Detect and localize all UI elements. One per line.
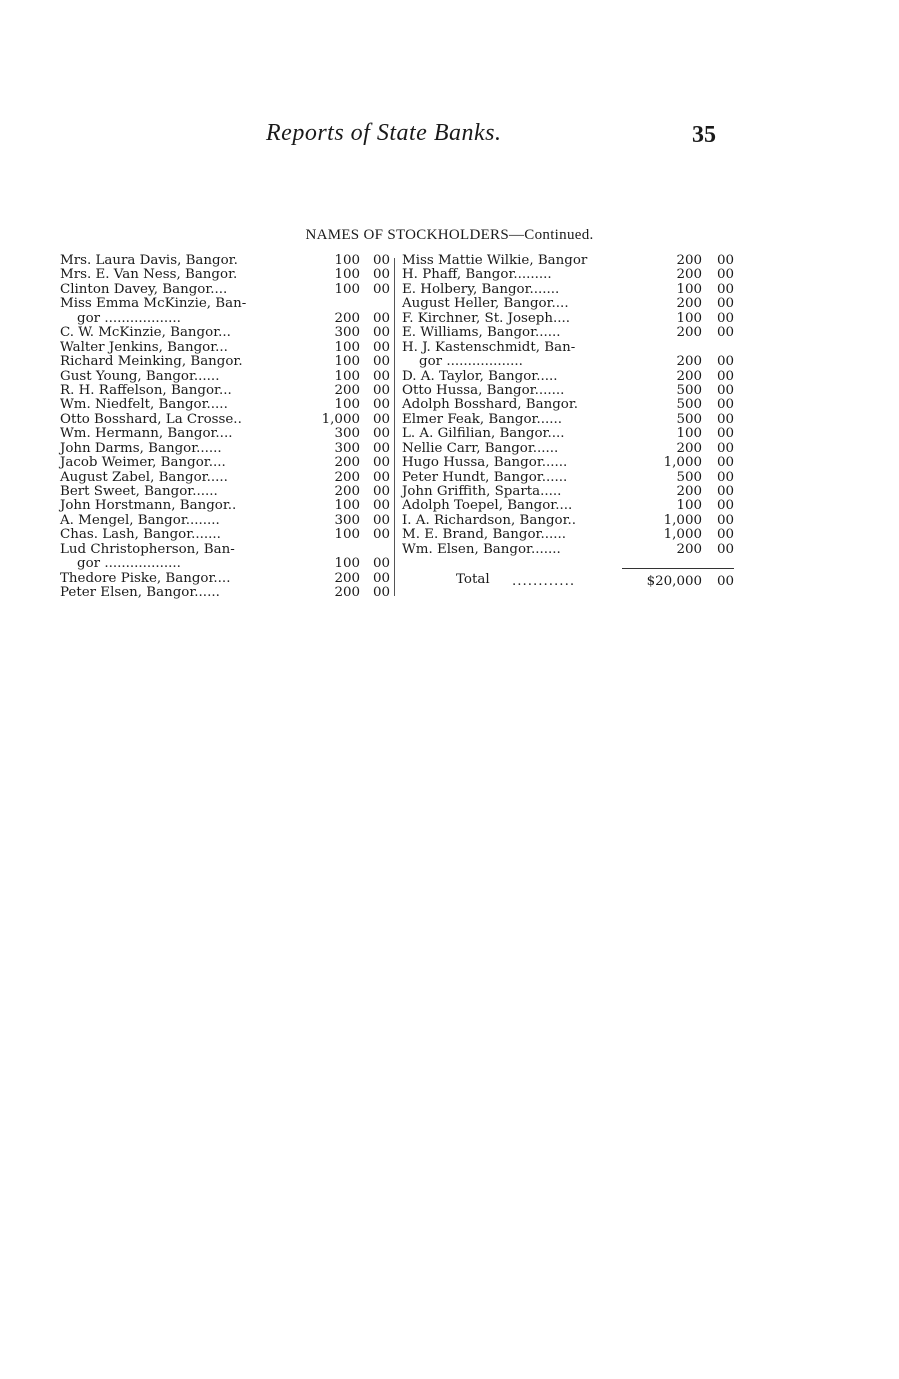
stockholder-name: John Horstmann, Bangor.. <box>60 498 237 514</box>
stockholder-name: H. Phaff, Bangor......... <box>402 267 552 283</box>
total-rule <box>622 568 734 569</box>
stockholder-amount: 200 <box>334 570 360 586</box>
stockholder-row <box>60 370 390 384</box>
stockholder-cents: 00 <box>372 585 390 601</box>
stockholder-row <box>402 413 734 427</box>
total-leader-dots: ............ <box>512 574 576 589</box>
stockholder-name: Mrs. Laura Davis, Bangor. <box>60 253 238 268</box>
stockholder-amount: 200 <box>334 484 360 499</box>
stockholder-amount: 100 <box>334 527 360 543</box>
stockholder-cents: 00 <box>716 469 734 485</box>
running-title: Reports of State Banks. <box>266 120 502 146</box>
stockholder-name: E. Williams, Bangor...... <box>402 325 561 341</box>
stockholder-cents: 00 <box>716 325 734 341</box>
stockholder-name: I. A. Richardson, Bangor.. <box>402 512 577 528</box>
stockholder-row <box>60 341 390 355</box>
stockholder-amount: 200 <box>676 484 702 499</box>
stockholder-amount: 100 <box>334 397 360 413</box>
stockholder-amount: 300 <box>334 426 360 442</box>
stockholder-name: Gust Young, Bangor...... <box>60 368 220 384</box>
stockholder-name: Peter Elsen, Bangor...... <box>60 585 220 601</box>
stockholder-row <box>60 557 390 571</box>
stockholder-cents: 00 <box>716 512 734 528</box>
stockholder-name: Thedore Piske, Bangor.... <box>60 570 231 586</box>
stockholder-name: C. W. McKinzie, Bangor... <box>60 325 231 341</box>
stockholder-cents: 00 <box>372 382 390 398</box>
stockholder-name: Richard Meinking, Bangor. <box>60 354 243 370</box>
stockholder-amount: 100 <box>334 267 360 283</box>
stockholder-cents: 00 <box>716 382 734 398</box>
stockholder-cents: 00 <box>372 527 390 543</box>
stockholder-cents: 00 <box>716 455 734 471</box>
stockholder-name: D. A. Taylor, Bangor..... <box>402 368 558 384</box>
stockholder-cents: 00 <box>716 498 734 514</box>
stockholder-cents: 00 <box>716 354 734 370</box>
stockholder-amount: 200 <box>676 354 702 370</box>
stockholder-cents: 00 <box>372 368 390 384</box>
stockholder-cents: 00 <box>716 267 734 283</box>
stockholder-cents: 00 <box>716 253 734 268</box>
stockholder-cents: 00 <box>372 484 390 499</box>
stockholder-amount: 100 <box>334 339 360 355</box>
stockholder-row <box>402 384 734 398</box>
stockholder-row <box>402 370 734 384</box>
stockholder-cents: 00 <box>716 281 734 297</box>
stockholder-row <box>402 326 734 340</box>
stockholder-cents: 00 <box>716 411 734 427</box>
stockholder-amount: 100 <box>334 368 360 384</box>
stockholder-name: Walter Jenkins, Bangor... <box>60 339 228 355</box>
stockholder-cents: 00 <box>372 325 390 341</box>
stockholder-name: Otto Bosshard, La Crosse.. <box>60 411 242 427</box>
stockholder-row <box>60 456 390 470</box>
stockholder-row <box>60 283 390 297</box>
stockholder-row <box>402 543 734 557</box>
stockholder-row <box>402 283 734 297</box>
stockholder-amount: 200 <box>676 541 702 557</box>
stockholder-name: Bert Sweet, Bangor...... <box>60 484 218 499</box>
stockholder-amount: 300 <box>334 325 360 341</box>
stockholders-column-right <box>402 254 734 557</box>
stockholder-row <box>402 456 734 470</box>
stockholder-row <box>60 499 390 513</box>
stockholder-name: Adolph Bosshard, Bangor. <box>402 397 579 413</box>
stockholder-cents: 00 <box>372 498 390 514</box>
stockholder-cents: 00 <box>372 556 390 572</box>
stockholder-cents: 00 <box>372 469 390 485</box>
stockholder-name: John Griffith, Sparta..... <box>402 484 562 499</box>
stockholder-cents: 00 <box>372 310 390 326</box>
stockholder-row <box>402 485 734 499</box>
stockholder-cents: 00 <box>372 267 390 283</box>
stockholder-amount: 100 <box>334 281 360 297</box>
stockholder-amount: 500 <box>676 469 702 485</box>
stockholder-name: L. A. Gilfilian, Bangor.... <box>402 426 565 442</box>
stockholder-row <box>60 514 390 528</box>
stockholder-name: Miss Mattie Wilkie, Bangor <box>402 253 588 268</box>
stockholder-name: Hugo Hussa, Bangor...... <box>402 455 568 471</box>
stockholder-name: Clinton Davey, Bangor.... <box>60 281 228 297</box>
stockholder-amount: 200 <box>676 440 702 456</box>
stockholder-cents: 00 <box>716 484 734 499</box>
stockholder-cents: 00 <box>716 296 734 312</box>
stockholder-name: A. Mengel, Bangor........ <box>60 512 220 528</box>
stockholder-amount: 200 <box>334 382 360 398</box>
stockholder-row <box>60 427 390 441</box>
stockholder-amount: 500 <box>676 397 702 413</box>
stockholder-name: Chas. Lash, Bangor....... <box>60 527 221 543</box>
stockholder-row <box>60 442 390 456</box>
stockholder-name: gor .................. <box>402 354 523 370</box>
stockholder-amount: 200 <box>334 585 360 601</box>
stockholder-amount: 1,000 <box>663 512 702 528</box>
stockholder-cents: 00 <box>716 440 734 456</box>
stockholder-amount: 200 <box>676 253 702 268</box>
stockholder-row <box>402 499 734 513</box>
stockholder-row <box>60 384 390 398</box>
total-row <box>402 572 734 590</box>
stockholder-row <box>402 341 734 355</box>
section-heading <box>0 227 899 244</box>
stockholder-amount: 300 <box>334 440 360 456</box>
stockholder-name: E. Holbery, Bangor....... <box>402 281 560 297</box>
stockholder-amount: 200 <box>676 368 702 384</box>
stockholder-row <box>60 413 390 427</box>
total-label: Total <box>456 572 490 587</box>
stockholder-name: Jacob Weimer, Bangor.... <box>60 455 226 471</box>
stockholder-name: Nellie Carr, Bangor...... <box>402 440 559 456</box>
stockholder-row <box>60 471 390 485</box>
stockholder-cents: 00 <box>716 310 734 326</box>
stockholder-row <box>402 297 734 311</box>
stockholder-cents: 00 <box>716 426 734 442</box>
stockholder-name: gor .................. <box>60 310 181 326</box>
page-number: 35 <box>692 122 716 148</box>
stockholder-row <box>60 572 390 586</box>
stockholder-cents: 00 <box>372 354 390 370</box>
stockholder-name: F. Kirchner, St. Joseph.... <box>402 310 571 326</box>
stockholder-row <box>60 543 390 557</box>
stockholder-cents: 00 <box>716 541 734 557</box>
stockholder-cents: 00 <box>372 281 390 297</box>
stockholder-name: H. J. Kastenschmidt, Ban- <box>402 339 576 355</box>
stockholder-row <box>60 398 390 412</box>
stockholder-cents: 00 <box>372 411 390 427</box>
stockholder-row <box>60 586 390 600</box>
stockholder-row <box>60 312 390 326</box>
stockholder-amount: 200 <box>676 267 702 283</box>
stockholder-cents: 00 <box>372 426 390 442</box>
stockholder-name: R. H. Raffelson, Bangor... <box>60 382 232 398</box>
stockholder-cents: 00 <box>372 339 390 355</box>
stockholder-name: Elmer Feak, Bangor...... <box>402 411 562 427</box>
stockholder-name: gor .................. <box>60 556 181 572</box>
stockholder-cents: 00 <box>372 455 390 471</box>
total-amount: $20,000 <box>646 574 702 589</box>
stockholder-amount: 1,000 <box>663 527 702 543</box>
stockholder-name: August Heller, Bangor.... <box>402 296 569 312</box>
stockholder-cents: 00 <box>372 570 390 586</box>
stockholder-cents: 00 <box>716 397 734 413</box>
stockholder-name: Wm. Hermann, Bangor.... <box>60 426 233 442</box>
stockholder-cents: 00 <box>372 397 390 413</box>
stockholder-amount: 100 <box>334 253 360 268</box>
stockholder-name: Lud Christopherson, Ban- <box>60 541 235 557</box>
stockholder-amount: 500 <box>676 382 702 398</box>
stockholder-name: Wm. Elsen, Bangor....... <box>402 541 561 557</box>
stockholder-row <box>402 514 734 528</box>
stockholder-amount: 100 <box>676 310 702 326</box>
stockholder-row <box>402 355 734 369</box>
total-cents: 00 <box>716 574 734 589</box>
stockholders-column-left <box>60 254 390 601</box>
stockholder-name: Wm. Niedfelt, Bangor..... <box>60 397 228 413</box>
stockholder-row <box>60 528 390 542</box>
stockholder-row <box>60 254 390 268</box>
stockholder-name: Otto Hussa, Bangor....... <box>402 382 565 398</box>
stockholder-row <box>402 268 734 282</box>
stockholder-amount: 100 <box>676 426 702 442</box>
stockholder-amount: 300 <box>334 512 360 528</box>
stockholder-name: M. E. Brand, Bangor...... <box>402 527 566 543</box>
stockholder-row <box>402 427 734 441</box>
column-divider <box>394 258 395 596</box>
continued-label: —Continued. <box>509 227 594 243</box>
stockholder-row <box>60 355 390 369</box>
stockholder-amount: 500 <box>676 411 702 427</box>
stockholder-cents: 00 <box>372 440 390 456</box>
stockholder-row <box>402 398 734 412</box>
stockholder-amount: 200 <box>676 296 702 312</box>
stockholder-amount: 200 <box>334 310 360 326</box>
stockholder-name: Miss Emma McKinzie, Ban- <box>60 296 247 312</box>
stockholder-amount: 100 <box>676 281 702 297</box>
stockholder-amount: 1,000 <box>663 455 702 471</box>
stockholder-cents: 00 <box>716 368 734 384</box>
stockholder-amount: 100 <box>334 498 360 514</box>
stockholder-amount: 100 <box>334 556 360 572</box>
stockholder-amount: 200 <box>334 455 360 471</box>
stockholder-row <box>60 326 390 340</box>
section-title: NAMES OF STOCKHOLDERS <box>305 227 509 243</box>
stockholder-row <box>60 297 390 311</box>
stockholder-name: Adolph Toepel, Bangor.... <box>402 498 573 514</box>
stockholder-name: Mrs. E. Van Ness, Bangor. <box>60 267 238 283</box>
stockholder-name: John Darms, Bangor...... <box>60 440 222 456</box>
stockholder-amount: 100 <box>334 354 360 370</box>
stockholder-cents: 00 <box>372 512 390 528</box>
stockholder-row <box>60 485 390 499</box>
stockholder-cents: 00 <box>372 253 390 268</box>
stockholder-row <box>402 254 734 268</box>
stockholder-name: August Zabel, Bangor..... <box>60 469 228 485</box>
stockholder-row <box>60 268 390 282</box>
stockholder-row <box>402 442 734 456</box>
stockholder-amount: 1,000 <box>321 411 360 427</box>
stockholder-row <box>402 312 734 326</box>
stockholder-row <box>402 528 734 542</box>
stockholder-amount: 200 <box>676 325 702 341</box>
page-header <box>0 120 899 152</box>
stockholder-cents: 00 <box>716 527 734 543</box>
stockholder-name: Peter Hundt, Bangor...... <box>402 469 568 485</box>
stockholder-row <box>402 471 734 485</box>
stockholder-amount: 200 <box>334 469 360 485</box>
stockholder-amount: 100 <box>676 498 702 514</box>
